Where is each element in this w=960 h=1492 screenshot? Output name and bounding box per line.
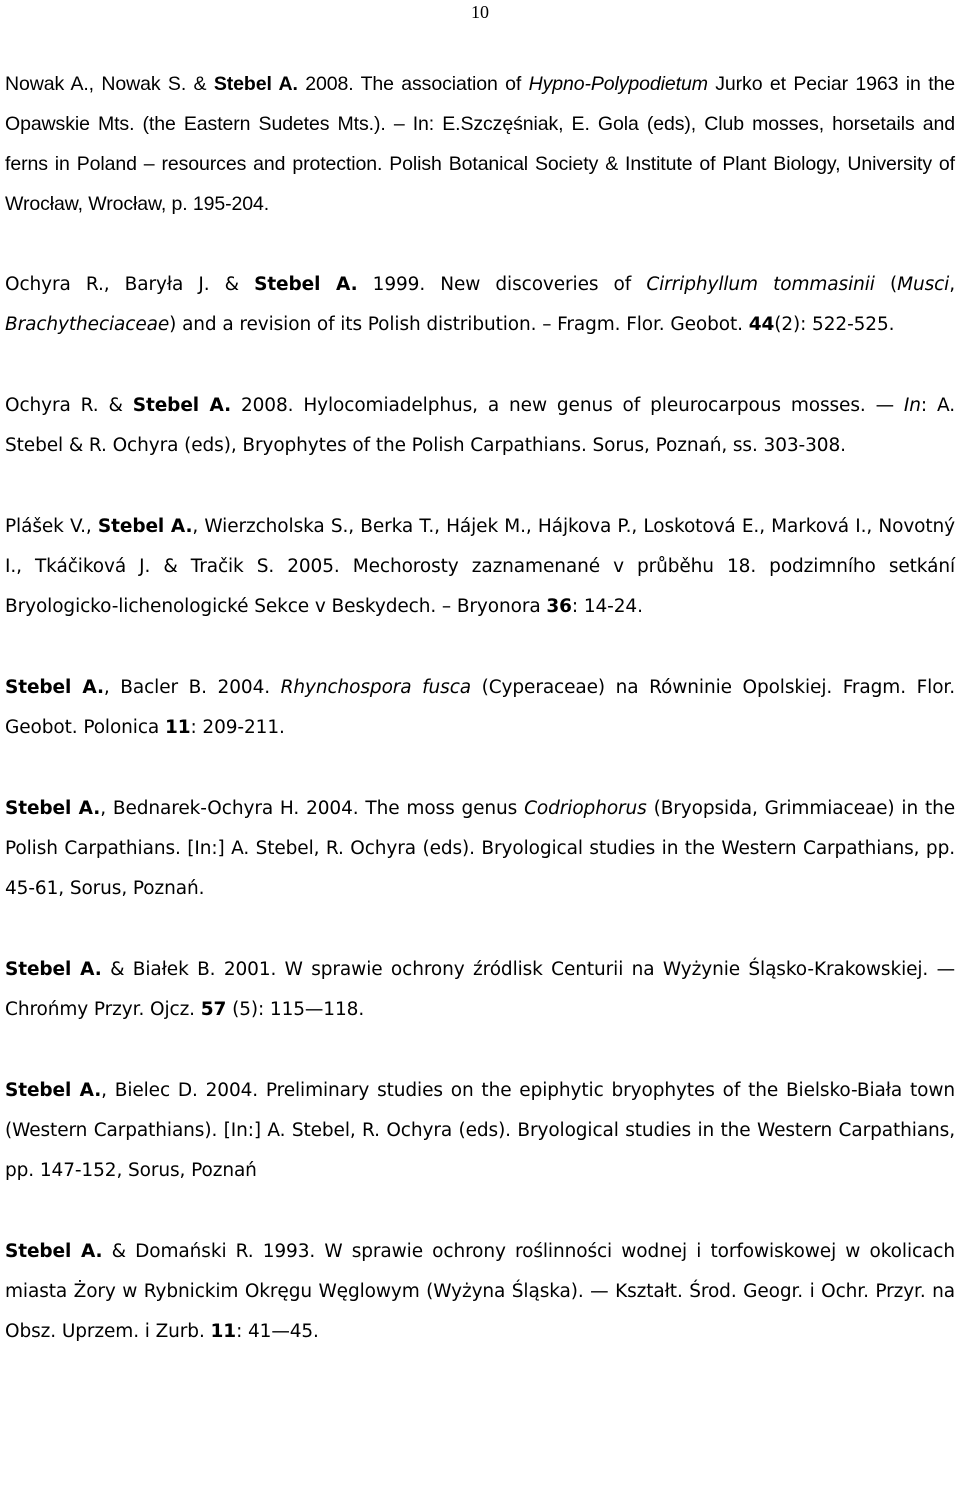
bold-text: Stebel A.	[5, 959, 102, 980]
reference-text: Ochyra R., Baryła J. &	[5, 274, 255, 295]
reference-text: ) and a revision of its Polish distribution. – Fragm. Flor. Geobot.	[169, 314, 749, 335]
reference-text: : 41—45.	[236, 1321, 319, 1342]
reference-text: , Bacler B. 2004.	[103, 677, 281, 698]
reference-text: , Wierzcholska S., Berka T., Hájek M., Hájkova P., Loskotová E., Marková I., Novotný I., Tkáčiková J. & Tračik S. 2005. Mechorosty zaznamenané v průběhu 18. podzimního setkání Bryologicko-lichenologické Sekce v Beskydech. – Bryonora	[5, 516, 956, 617]
bold-text: Stebel A.	[213, 73, 298, 95]
reference-text: ,	[949, 274, 955, 295]
ref-stebel-bacler-2004	[5, 668, 955, 748]
reference-text: (Bryopsida, Grimmiaceae) in the Polish Carpathians. [In:] A. Stebel, R. Ochyra (eds). Bryological studies in the Western Carpathians, pp. 45-61, Sorus, Poznań.	[5, 798, 956, 899]
reference-text: 2008. The association of	[297, 73, 529, 95]
italic-text: Musci	[897, 274, 950, 295]
reference-text: : 209-211.	[190, 717, 285, 738]
bold-text: Stebel A.	[5, 677, 104, 698]
ref-plasek-2005	[5, 507, 955, 627]
italic-text: Brachytheciaceae	[5, 314, 170, 335]
ref-stebel-bednarek-2004	[5, 789, 955, 909]
reference-text: (	[874, 274, 898, 295]
page-number: 10	[471, 2, 489, 22]
bold-text: 57	[200, 999, 227, 1020]
reference-text: Jurko et Peciar 1963 in the Opawskie Mts. (the Eastern Sudetes Mts.). – In: E.Szczęśniak, E. Gola (eds), Club mosses, horsetails and ferns in Poland – resources and protection. Polish Botanical Society & Institute of Plant Biology, University of Wrocław, Wrocław, p. 195-204.	[5, 73, 955, 215]
reference-text: , Bednarek-Ochyra H. 2004. The moss genus	[100, 798, 525, 819]
reference-text: Nowak A., Nowak S. &	[5, 73, 214, 95]
ref-ochyra-2008	[5, 386, 955, 466]
reference-text: (2): 522-525.	[774, 314, 895, 335]
reference-text: Plášek V.,	[5, 516, 98, 537]
reference-text: & Domański R. 1993. W sprawie ochrony roślinności wodnej i torfowiskowej w okolicach miasta Żory w Rybnickim Okręgu Węglowym (Wyżyna Śląska). — Kształt. Środ. Geogr. i Ochr. Przyr. na Obsz. Uprzem. i Zurb.	[5, 1241, 955, 1342]
bold-text: 44	[748, 314, 775, 335]
bold-text: Stebel A.	[254, 274, 358, 295]
ref-stebel-domanski-1993	[5, 1232, 955, 1352]
italic-text: In	[903, 395, 921, 416]
ref-nowak-2008	[5, 64, 955, 224]
ref-ochyra-1999	[5, 265, 955, 345]
bold-text: Stebel A.	[132, 395, 231, 416]
reference-text: (5): 115—118.	[226, 999, 365, 1020]
reference-text: 1999. New discoveries of	[357, 274, 647, 295]
reference-list	[5, 64, 955, 1393]
bold-text: Stebel A.	[97, 516, 193, 537]
italic-text: Cirriphyllum tommasinii	[646, 274, 875, 295]
ref-stebel-bielec-2004	[5, 1071, 955, 1191]
ref-stebel-bialek-2001	[5, 950, 955, 1030]
bold-text: Stebel A.	[5, 798, 101, 819]
italic-text: Hypno-Polypodietum	[528, 73, 708, 95]
reference-text: , Bielec D. 2004. Preliminary studies on the epiphytic bryophytes of the Bielsko-Biała town (Western Carpathians). [In:] A. Stebel, R. Ochyra (eds). Bryological studies in the Western Carpathians, pp. 147-152, Sorus, Poznań	[5, 1080, 955, 1181]
reference-text: 2008. Hylocomiadelphus, a new genus of pleurocarpous mosses. —	[231, 395, 904, 416]
reference-text: : A. Stebel & R. Ochyra (eds), Bryophytes of the Polish Carpathians. Sorus, Poznań, ss. 303-308.	[5, 395, 955, 456]
bold-text: 11	[164, 717, 191, 738]
reference-text: & Białek B. 2001. W sprawie ochrony źródlisk Centurii na Wyżynie Śląsko-Krakowskiej. — Chrońmy Przyr. Ojcz.	[5, 959, 955, 1020]
reference-text: (Cyperaceae) na Równinie Opolskiej. Fragm. Flor. Geobot. Polonica	[5, 677, 955, 738]
italic-text: Codriophorus	[524, 798, 647, 819]
bold-text: Stebel A.	[5, 1241, 103, 1262]
bold-text: Stebel A.	[5, 1080, 102, 1101]
bold-text: 11	[210, 1321, 237, 1342]
italic-text: Rhynchospora fusca	[280, 677, 472, 698]
bold-text: 36	[546, 596, 572, 617]
reference-text: Ochyra R. &	[5, 395, 133, 416]
reference-text: : 14-24.	[571, 596, 643, 617]
